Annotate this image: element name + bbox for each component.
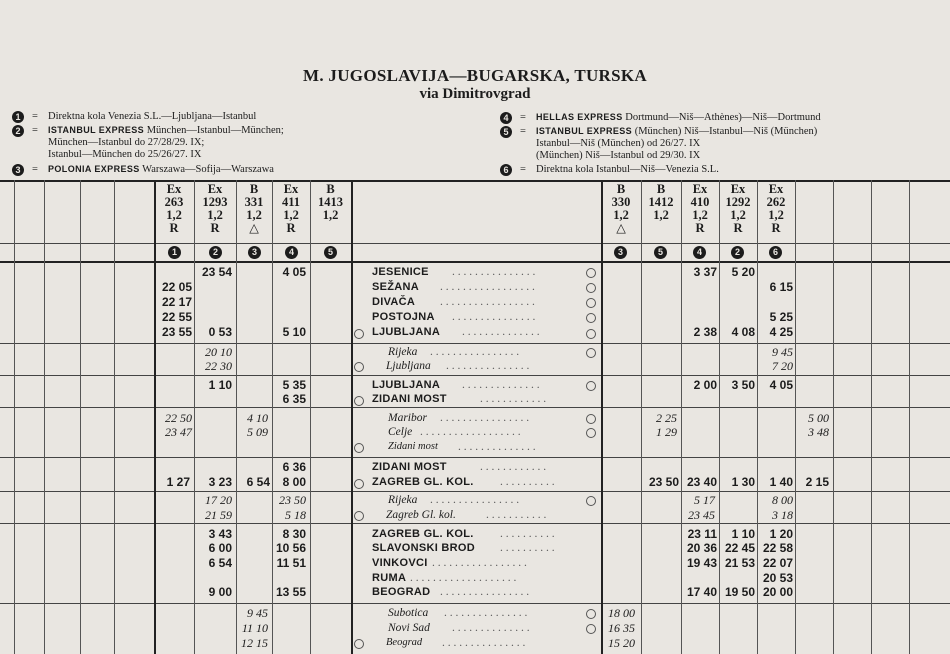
station-name: DIVAČA [372,296,416,308]
station-name: LJUBLJANA [372,379,441,391]
time-cell: 8 00 [772,493,793,507]
station-name: ZIDANI MOST [372,393,447,405]
time-cell: 23 47 [165,425,192,439]
station-name: POSTOJNA [372,311,435,323]
time-cell: 22 07 [762,556,793,570]
time-cell: 4 08 [731,325,755,339]
time-cell: 3 23 [208,475,232,489]
time-cell: 5 09 [247,425,268,439]
time-cell: 3 48 [808,425,829,439]
time-cell: 3 50 [731,378,755,392]
train-name: ISTANBUL EXPRESS [48,125,145,135]
station-name: Beograd [386,637,423,648]
station-name: Subotica [388,607,429,619]
time-cell: 17 40 [686,585,717,599]
station-name: JESENICE [372,266,429,278]
time-cell: 1 10 [731,527,755,541]
column-header-1293: Ex 1293 1,2 R [202,182,228,235]
note-marker-icon: 3 [248,246,261,259]
page-title: M. JUGOSLAVIJA—BUGARSKA, TURSKA [302,66,647,85]
legend-text: München—Istanbul do 27/28/29. IX; [48,137,205,148]
column-header-410: Ex 410 1,2 R [690,182,710,235]
time-cell: 3 37 [693,265,717,279]
note-marker-icon: 5 [324,246,337,259]
section-rule [0,457,950,458]
triangle-icon: △ [249,221,259,235]
time-cell: 5 10 [282,325,306,339]
time-cell: 16 35 [608,621,635,635]
time-cell: 6 15 [769,280,793,294]
station-name: SEŽANA [372,281,420,293]
section-rule [0,343,950,344]
time-cell: 3 43 [208,527,232,541]
time-cell: 15 20 [608,636,635,650]
note-marker-icon: 3 [12,164,24,176]
column-header-263: Ex 263 1,2 R [164,182,184,235]
triangle-icon: △ [616,221,626,235]
legend-item-1: 1 = Direktna kola Venezia S.L.—Ljubljana—Istanbul [12,111,412,125]
legend-text: (München) Niš—Istanbul—Niš (München) [634,126,818,137]
time-cell: 4 25 [769,325,793,339]
time-cell: 13 55 [275,585,306,599]
table-top-rule [0,180,950,182]
legend-text: Warszawa—Sofija—Warszawa [142,164,274,175]
time-cell: 8 30 [282,527,306,541]
page-subtitle: via Dimitrovgrad [419,86,531,102]
time-cell: 1 29 [656,425,677,439]
time-cell: 10 56 [275,541,306,555]
time-cell: 18 00 [608,606,635,620]
legend-item-3: 3 = POLONIA EXPRESS Warszawa—Sofija—Warszawa [12,164,412,178]
header-rule [0,243,950,244]
column-header-1412: B 1412 1,2 [648,182,674,222]
note-marker-icon: 2 [12,125,24,137]
time-cell: 21 53 [724,556,755,570]
time-cell: 1 10 [208,378,232,392]
time-cell: 20 10 [205,345,232,359]
note-marker-icon: 5 [500,126,512,138]
note-marker-icon: 1 [168,246,181,259]
station-name: Maribor [388,412,427,424]
note-marker-icon: 6 [500,164,512,176]
station-name: RUMA [372,572,407,584]
note-marker-icon: 3 [614,246,627,259]
time-cell: 5 18 [285,508,306,522]
station-name: Celje [388,426,413,438]
station-name: Rijeka [388,494,418,506]
column-header-262: Ex 262 1,2 R [766,182,786,235]
section-rule [0,603,950,604]
time-cell: 23 11 [687,527,717,541]
time-cell: 1 30 [731,475,755,489]
time-cell: 9 00 [208,585,232,599]
section-rule [0,407,950,408]
time-cell: 11 51 [276,556,306,570]
header-bottom-rule [0,261,950,263]
time-cell: 6 35 [282,392,306,406]
note-marker-icon: 4 [693,246,706,259]
legend-text: München—Istanbul—München; [146,125,284,136]
station-name: VINKOVCI [372,557,428,569]
time-cell: 23 45 [688,508,715,522]
train-name: POLONIA EXPRESS [48,164,140,174]
legend-text: Direktna kola Istanbul—Niš—Venezia S.L. [536,164,719,175]
time-cell: 3 18 [772,508,793,522]
note-marker-icon: 6 [769,246,782,259]
time-cell: 4 05 [769,378,793,392]
time-cell: 21 59 [205,508,232,522]
time-cell: 2 25 [656,411,677,425]
station-name: ZAGREB GL. KOL. [372,528,474,540]
time-cell: 23 55 [161,325,192,339]
train-name: ISTANBUL EXPRESS [536,126,633,136]
station-name: SLAVONSKI BROD [372,542,476,554]
column-header-1413: B 1413 1,2 [318,182,343,222]
time-cell: 23 40 [686,475,717,489]
station-name: Zidani most [388,441,438,452]
legend-item-2: 2 = ISTANBUL EXPRESS München—Istanbul—München; München—Istanbul do 27/28/29. IX; Istanbul—München do 25/26/27. IX [12,125,412,161]
time-cell: 22 50 [165,411,192,425]
column-header-330: B 330 1,2 △ [601,183,641,235]
column-header-331: B 331 1,2 △ [236,183,272,235]
time-cell: 6 54 [246,475,270,489]
time-cell: 0 53 [208,325,232,339]
time-cell: 5 17 [694,493,715,507]
note-marker-icon: 4 [500,112,512,124]
time-cell: 4 10 [247,411,268,425]
time-cell: 22 58 [762,541,793,555]
time-cell: 23 50 [648,475,679,489]
time-cell: 6 54 [208,556,232,570]
time-cell: 11 10 [241,621,268,635]
time-cell: 5 00 [808,411,829,425]
time-cell: 2 15 [805,475,829,489]
station-name: LJUBLJANA [372,326,441,338]
legend-text: (München) Niš—Istanbul od 29/30. IX [536,150,701,161]
legend-text: Dortmund—Niš—Athènes)—Niš—Dortmund [625,112,821,123]
note-marker-icon: 2 [209,246,222,259]
section-rule [0,491,950,492]
section-rule [0,375,950,376]
legend-text: Istanbul—München do 25/26/27. IX [48,149,202,160]
time-cell: 23 54 [201,265,232,279]
time-cell: 9 45 [772,345,793,359]
time-cell: 5 35 [282,378,306,392]
station-name: Novi Sad [388,622,430,634]
time-cell: 20 36 [686,541,717,555]
time-cell: 23 50 [279,493,306,507]
time-cell: 1 20 [769,527,793,541]
time-cell: 20 53 [762,571,793,585]
time-cell: 22 30 [205,359,232,373]
time-cell: 9 45 [247,606,268,620]
legend-text: Istanbul—Niš (München) od 26/27. IX [536,138,701,149]
time-cell: 20 00 [762,585,793,599]
time-cell: 19 43 [686,556,717,570]
time-cell: 19 50 [724,585,755,599]
note-marker-icon: 5 [654,246,667,259]
time-cell: 6 36 [282,460,306,474]
time-cell: 22 55 [161,310,192,324]
time-cell: 17 20 [205,493,232,507]
station-name: Rijeka [388,346,418,358]
time-cell: 2 38 [693,325,717,339]
time-cell: 22 17 [161,295,192,309]
time-cell: 2 00 [693,378,717,392]
station-name: Zagreb Gl. kol. [386,509,456,521]
note-marker-icon: 4 [285,246,298,259]
time-cell: 22 45 [724,541,755,555]
time-cell: 8 00 [282,475,306,489]
column-header-1292: Ex 1292 1,2 R [725,182,751,235]
train-name: HELLAS EXPRESS [536,112,623,122]
legend-item-5: 5 = ISTANBUL EXPRESS (München) Niš—Istanbul—Niš (München) Istanbul—Niš (München) od 26/27. IX (München) Niš—Istanbul od 29/30. IX [500,126,940,162]
time-cell: 5 25 [769,310,793,324]
note-marker-icon: 2 [731,246,744,259]
time-cell: 5 20 [731,265,755,279]
station-name: BEOGRAD [372,586,431,598]
time-cell: 12 15 [241,636,268,650]
time-cell: 1 40 [769,475,793,489]
section-rule [0,523,950,524]
note-marker-icon: 1 [12,111,24,123]
time-cell: 4 05 [282,265,306,279]
legend-text: Direktna kola Venezia S.L.—Ljubljana—Istanbul [48,111,257,122]
time-cell: 1 27 [166,475,190,489]
station-name: Ljubljana [386,360,431,372]
station-name: ZIDANI MOST [372,461,447,473]
time-cell: 22 05 [161,280,192,294]
time-cell: 6 00 [208,541,232,555]
legend-item-4: 4 = HELLAS EXPRESS Dortmund—Niš—Athènes)—Niš—Dortmund [500,112,940,126]
time-cell: 7 20 [772,359,793,373]
station-name: ZAGREB GL. KOL. [372,476,474,488]
legend-item-6: 6 = Direktna kola Istanbul—Niš—Venezia S.L. [500,164,940,178]
column-header-411: Ex 411 1,2 R [281,182,301,235]
